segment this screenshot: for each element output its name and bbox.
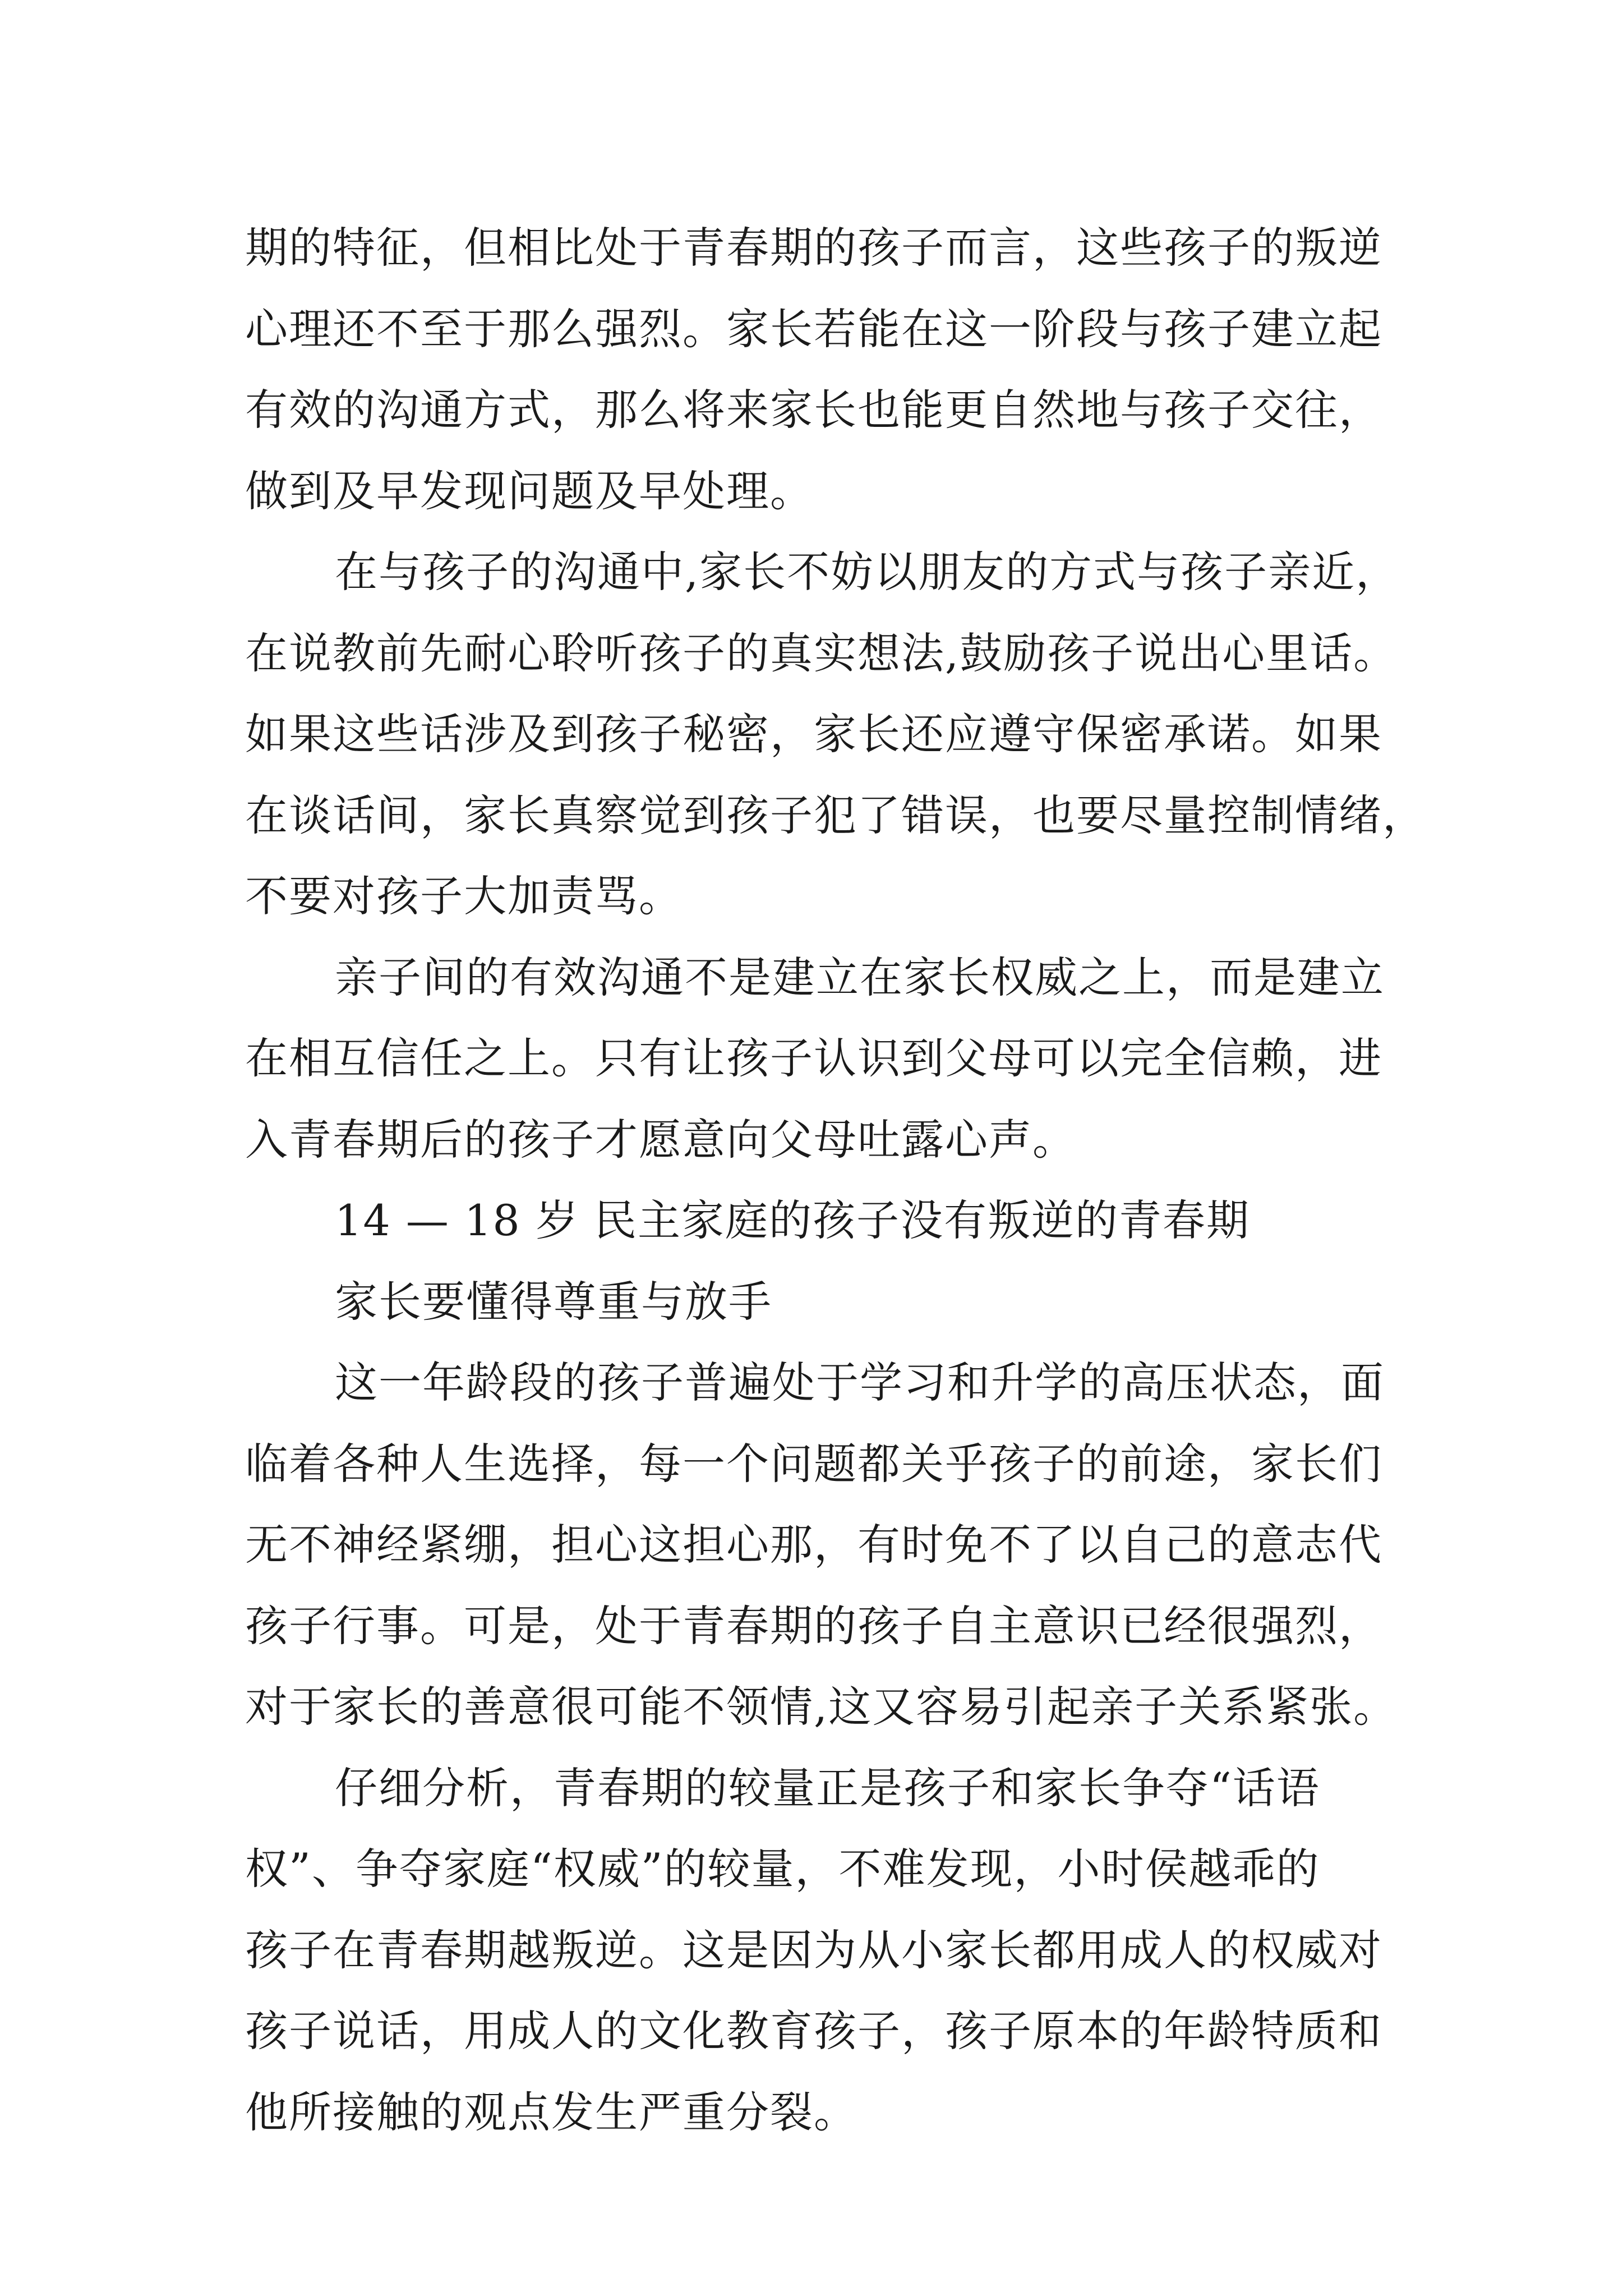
document-body	[245, 208, 1426, 2153]
text-line: 不要对孩子大加责骂。	[245, 871, 683, 921]
text-line: 孩子说话，用成人的文化教育孩子，孩子原本的年龄特质和	[245, 2006, 1382, 2056]
text-line: 在谈话间，家长真察觉到孩子犯了错误，也要尽量控制情绪，	[245, 790, 1426, 840]
text-line: 有效的沟通方式，那么将来家长也能更自然地与孩子交往，	[245, 385, 1382, 435]
text-line: 心理还不至于那么强烈。家长若能在这一阶段与孩子建立起	[245, 303, 1382, 354]
text-line: 如果这些话涉及到孩子秘密，家长还应遵守保密承诺。如果	[245, 709, 1382, 759]
text-line: 临着各种人生选择，每一个问题都关乎孩子的前途，家长们	[245, 1438, 1382, 1489]
text-line: 入青春期后的孩子才愿意向父母吐露心声。	[245, 1114, 1076, 1165]
text-line: 孩子在青春期越叛逆。这是因为从小家长都用成人的权威对	[245, 1925, 1382, 1975]
text-line: 对于家长的善意很可能不领情,这又容易引起亲子关系紧张。	[245, 1682, 1398, 1732]
text-line: 在相互信任之上。只有让孩子认识到父母可以完全信赖，进	[245, 1033, 1382, 1083]
text-line: 在与孩子的沟通中,家长不妨以朋友的方式与孩子亲近，	[335, 547, 1400, 597]
text-line: 亲子间的有效沟通不是建立在家长权威之上，而是建立	[335, 952, 1385, 1002]
text-line: 在说教前先耐心聆听孩子的真实想法,鼓励孩子说出心里话。	[245, 628, 1398, 678]
text-line: 期的特征，但相比处于青春期的孩子而言，这些孩子的叛逆	[245, 223, 1382, 273]
text-line: 家长要懂得尊重与放手	[335, 1276, 772, 1327]
text-line: 无不神经紧绷，担心这担心那，有时免不了以自己的意志代	[245, 1520, 1382, 1570]
text-line: 做到及早发现问题及早处理。	[245, 466, 814, 516]
text-line: 这一年龄段的孩子普遍处于学习和升学的高压状态，面	[335, 1358, 1385, 1407]
text-line: 14 — 18 岁 民主家庭的孩子没有叛逆的青春期	[335, 1195, 1251, 1245]
text-line: 他所接触的观点发生严重分裂。	[245, 2087, 857, 2137]
text-line: 权”、争夺家庭“权威”的较量，不难发现，小时侯越乖的	[245, 1844, 1320, 1894]
text-line: 仔细分析，青春期的较量正是孩子和家长争夺“话语	[335, 1763, 1320, 1813]
text-line: 孩子行事。可是，处于青春期的孩子自主意识已经很强烈，	[245, 1600, 1382, 1651]
